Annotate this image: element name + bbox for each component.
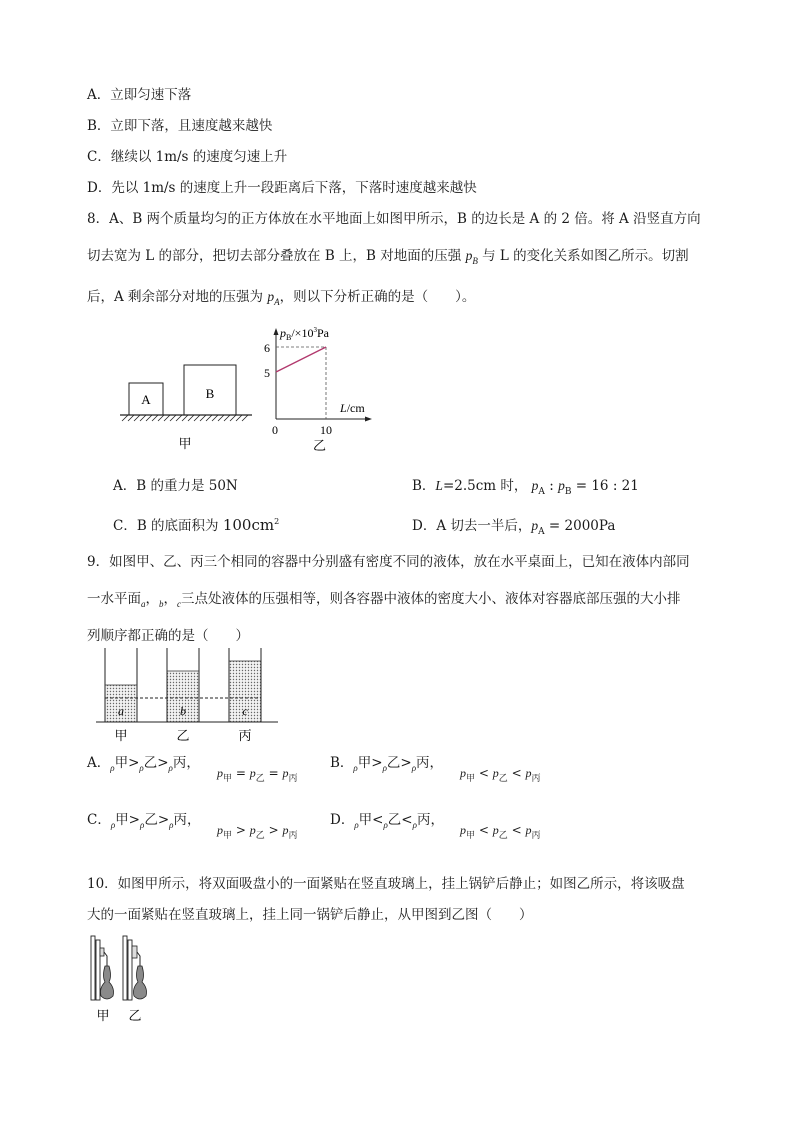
container-bing-label: 丙 (238, 728, 252, 743)
point-b: b (180, 704, 186, 718)
q10-figure (85, 932, 165, 1024)
q8-stem-line2: 切去宽为 L 的部分，把切去部分叠放在 B 上，B 对地面的压强 $p_B$ 与 L 的变化关系如图乙所示。切割 (87, 248, 689, 266)
graph-data-line (276, 347, 326, 372)
block-a-label: A (141, 392, 151, 407)
figure-jia-caption: 甲 (178, 436, 192, 451)
graph-y-arrow (274, 328, 279, 335)
q9-option-c-pressure: $p_甲 > p_乙 > p_丙$ (217, 823, 298, 841)
graph-x-arrow (365, 417, 372, 422)
glass-jia (91, 936, 95, 1000)
q8-stem-line3: 后，A 剩余部分对地的压强为 $p_A$，则以下分析正确的是（ ）。 (87, 289, 476, 307)
q9-stem-line2: 一水平面$_a$，$_b$，$_c$三点处液体的压强相等，则各容器中液体的密度大小、液体对容器底部压强的大小排 (87, 591, 681, 609)
ground-hatch (122, 415, 248, 421)
spatula-jia (101, 966, 114, 999)
q8-figure-yi-graph (258, 318, 378, 458)
q9-figure-containers (88, 645, 288, 745)
q9-option-a-density: A．$_\rho$甲$>_\rho$乙$>_\rho$丙， (87, 755, 200, 773)
q7-option-b: B．立即下落，且速度越来越快 (87, 118, 273, 134)
q9-stem-line1: 9．如图甲、乙、丙三个相同的容器中分别盛有密度不同的液体，放在水平桌面上，已知在液体内部同 (87, 554, 690, 570)
container-jia-label: 甲 (114, 728, 128, 743)
graph-tick-6: 6 (264, 341, 270, 355)
q10-stem-line2: 大的一面紧贴在竖直玻璃上，挂上同一锅铲后静止，从甲图到乙图（ ） (87, 907, 533, 923)
q8-figure-jia (112, 355, 262, 455)
graph-tick-10: 10 (320, 423, 332, 437)
suction-cup-yi (132, 946, 137, 958)
q9-option-b-density: B．$_\rho$甲$>_\rho$乙$>_\rho$丙， (330, 755, 444, 773)
point-a: a (118, 704, 124, 718)
q10-stem-line1: 10．如图甲所示，将双面吸盘小的一面紧贴在竖直玻璃上，挂上锅铲后静止；如图乙所示，将该吸盘 (87, 876, 685, 892)
graph-x-label: L/cm (340, 401, 365, 415)
container-yi-label: 乙 (176, 728, 190, 743)
figure-yi-caption: 乙 (313, 438, 327, 453)
q9-stem-line3: 列顺序都正确的是（ ） (87, 628, 249, 644)
spatula-yi (134, 966, 147, 999)
q9-option-d-density: D．$_\rho$甲$<_\rho$乙$<_\rho$丙， (330, 812, 444, 830)
graph-tick-0: 0 (272, 423, 278, 437)
q8-option-d: D．A 切去一半后，$p_A = 2000Pa$ (412, 518, 616, 537)
point-c: c (242, 704, 248, 718)
q10-label-yi: 乙 (128, 1008, 142, 1023)
graph-y-label: $p_B/\times 10^3Pa$ (280, 326, 329, 342)
q8-option-c: C．B 的底面积为 $100cm^2$ (113, 516, 280, 534)
glass-yi (123, 936, 127, 1000)
q9-option-a-pressure: $p_甲 = p_乙 = p_丙$ (217, 766, 298, 784)
q10-label-jia: 甲 (96, 1008, 110, 1023)
graph-tick-5: 5 (264, 366, 270, 380)
suction-cup-jia (100, 948, 104, 956)
q9-option-b-pressure: $p_甲 < p_乙 < p_丙$ (460, 766, 541, 784)
q7-option-c: C．继续以 1m/s 的速度匀速上升 (87, 149, 288, 165)
q9-option-c-density: C．$_\rho$甲$>_\rho$乙$>_\rho$丙， (87, 812, 201, 830)
q7-option-a: A．立即匀速下落 (87, 87, 192, 103)
q8-stem-line1: 8．A、B 两个质量均匀的正方体放在水平地面上如图甲所示，B 的边长是 A 的 2 倍。将 A 沿竖直方向 (87, 211, 701, 227)
block-b-label: B (205, 386, 215, 401)
q8-option-a: A．B 的重力是 50N (113, 478, 238, 494)
q7-option-d: D．先以 1m/s 的速度上升一段距离后下落，下落时速度越来越快 (87, 180, 477, 196)
q8-option-b: B．L=2.5cm 时， $p_A$ : $p_B = 16$ : 21 (412, 478, 639, 497)
q9-option-d-pressure: $p_甲 < p_乙 < p_丙$ (460, 823, 541, 841)
